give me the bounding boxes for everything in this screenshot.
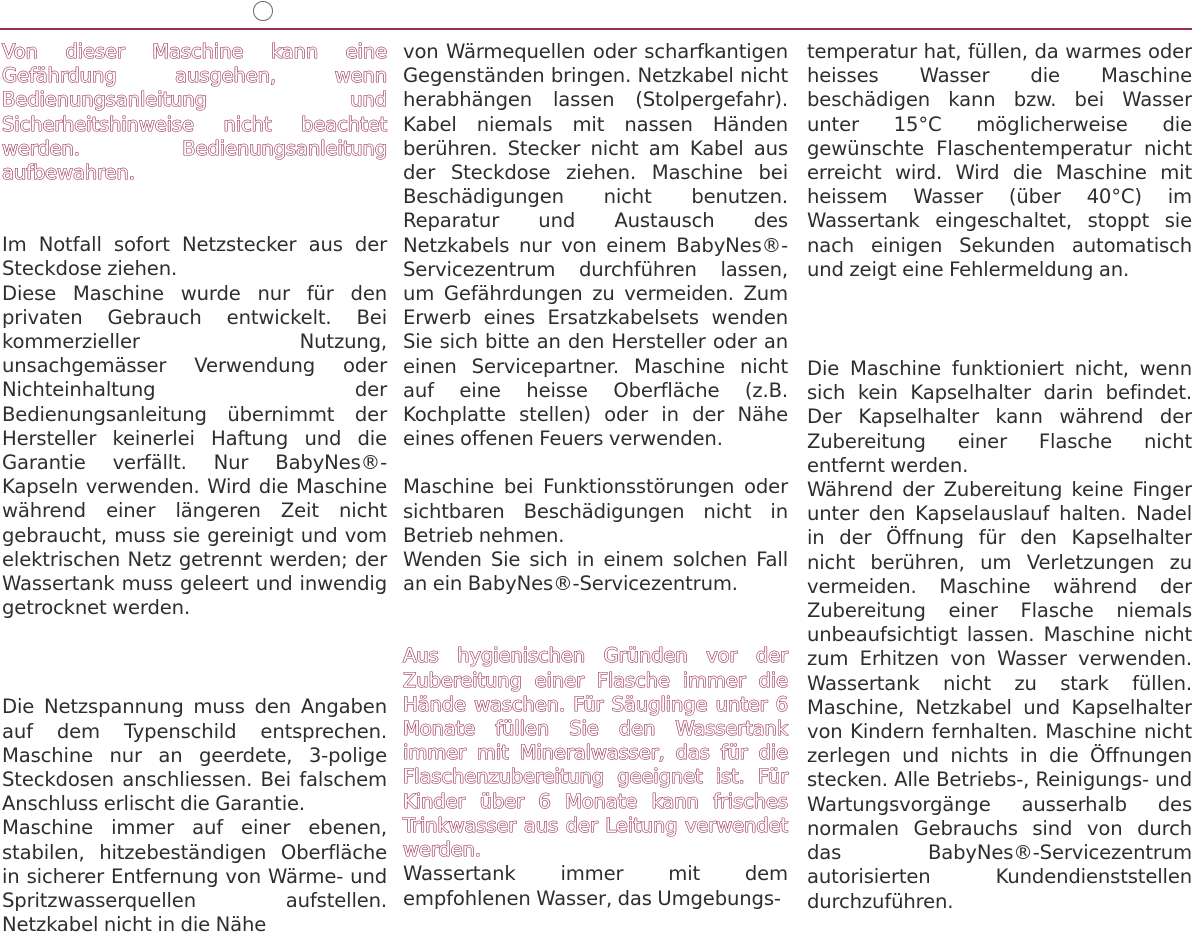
text-column-1 — [2, 40, 387, 938]
paragraph: temperatur hat, füllen, da warmes oder heisses Wasser die Maschine beschädigen kann bzw. bei Wasser unter 15°C möglicherweise die gewünschte Flaschentemperatur nicht erreicht wird. Wird die Maschine mit heissem Wasser (über 40°C) im Wassertank eingeschaltet, stoppt sie nach einigen Sekunden automatisch und zeigt eine Fehlermeldung an. — [807, 40, 1192, 281]
paragraph: Die Netzspannung muss den Angaben auf dem Typenschild entsprechen. Maschine nur an geerdete, 3-polige Steckdosen anschliessen. Bei falschem Anschluss erlischt die Garantie. — [2, 695, 387, 816]
circle-icon — [253, 1, 273, 21]
paragraph: Im Notfall sofort Netzstecker aus der Steckdose ziehen. — [2, 233, 387, 281]
text-column-3 — [807, 40, 1192, 914]
paragraph: Wassertank immer mit dem empfohlenen Wasser, das Umgebungs- — [403, 862, 788, 910]
paragraph: Während der Zubereitung keine Finger unter den Kapselauslauf halten. Nadel in der Öffnung für den Kapselhalter nicht berühren, um Verletzungen zu vermeiden. Maschine während der Zubereitung einer Flasche niemals unbeaufsichtigt lassen. Maschine nicht zum Erhitzen von Wasser verwenden. Wassertank nicht zu stark füllen. Maschine, Netzkabel und Kapselhalter von Kindern fernhalten. Maschine nicht zerlegen und nichts in die Öffnungen stecken. Alle Betriebs-, Reinigungs- und Wartungsvorgänge ausserhalb des normalen Gebrauchs sind von durch das BabyNes®-Servicezentrum autorisierten Kundendienststellen durchzuführen. — [807, 478, 1192, 913]
paragraph: Die Maschine funktioniert nicht, wenn sich kein Kapselhalter darin befindet. Der Kapselhalter kann während der Zubereitung einer Flasche nicht entfernt werden. — [807, 357, 1192, 477]
text-column-2 — [403, 40, 788, 911]
paragraph: Wenden Sie sich in einem solchen Fall an ein BabyNes®-Servicezentrum. — [403, 548, 788, 596]
paragraph: Diese Maschine wurde nur für den privaten Gebrauch entwickelt. Bei kommerzieller Nutzung, unsachgemässer Verwendung oder Nichteinhaltung der Bedienungsanleitung übernimmt der Hersteller keinerlei Haftung und die Garantie verfällt. Nur BabyNes®-Kapseln verwenden. Wird die Maschine während einer längeren Zeit nicht gebraucht, muss sie gereinigt und vom elektrischen Netz getrennt werden; der Wassertank muss geleert und inwendig getrocknet werden. — [2, 281, 387, 620]
warning-paragraph: Von dieser Maschine kann eine Gefährdung ausgehen, wenn Bedienungsanleitung und Sicherheitshinweise nicht beachtet werden. Bedienungsanleitung aufbewahren. — [2, 40, 387, 185]
paragraph: Maschine bei Funktionsstörungen oder sichtbaren Beschädigungen nicht in Betrieb nehmen. — [403, 475, 788, 547]
paragraph: Maschine immer auf einer ebenen, stabilen, hitzebeständigen Oberfläche in sicherer Entfernung von Wärme- und Spritzwasserquellen aufstellen. Netzkabel nicht in die Nähe — [2, 816, 387, 937]
paragraph: von Wärmequellen oder scharfkantigen Gegenständen bringen. Netzkabel nicht herabhängen lassen (Stolpergefahr). Kabel niemals mit nassen Händen berühren. Stecker nicht am Kabel aus der Steckdose ziehen. Maschine bei Beschädigungen nicht benutzen. Reparatur und Austausch des Netzkabels nur von einem BabyNes®-Servicezentrum durchführen lassen, um Gefährdungen zu vermeiden. Zum Erwerb eines Ersatzkabelsets wenden Sie sich bitte an den Hersteller oder an einen Servicepartner. Maschine nicht auf eine heisse Oberfläche (z.B. Kochplatte stellen) oder in der Nähe eines offenen Feuers verwenden. — [403, 40, 788, 451]
hygiene-paragraph: Aus hygienischen Gründen vor der Zubereitung einer Flasche immer die Hände waschen. Für Säuglinge unter 6 Monate füllen Sie den Wassertank immer mit Mineralwasser, das für die Flaschenzubereitung geeignet ist. Für Kinder über 6 Monate kann frisches Trinkwasser aus der Leitung verwendet werden. — [403, 644, 788, 862]
header-rule — [0, 28, 1192, 30]
